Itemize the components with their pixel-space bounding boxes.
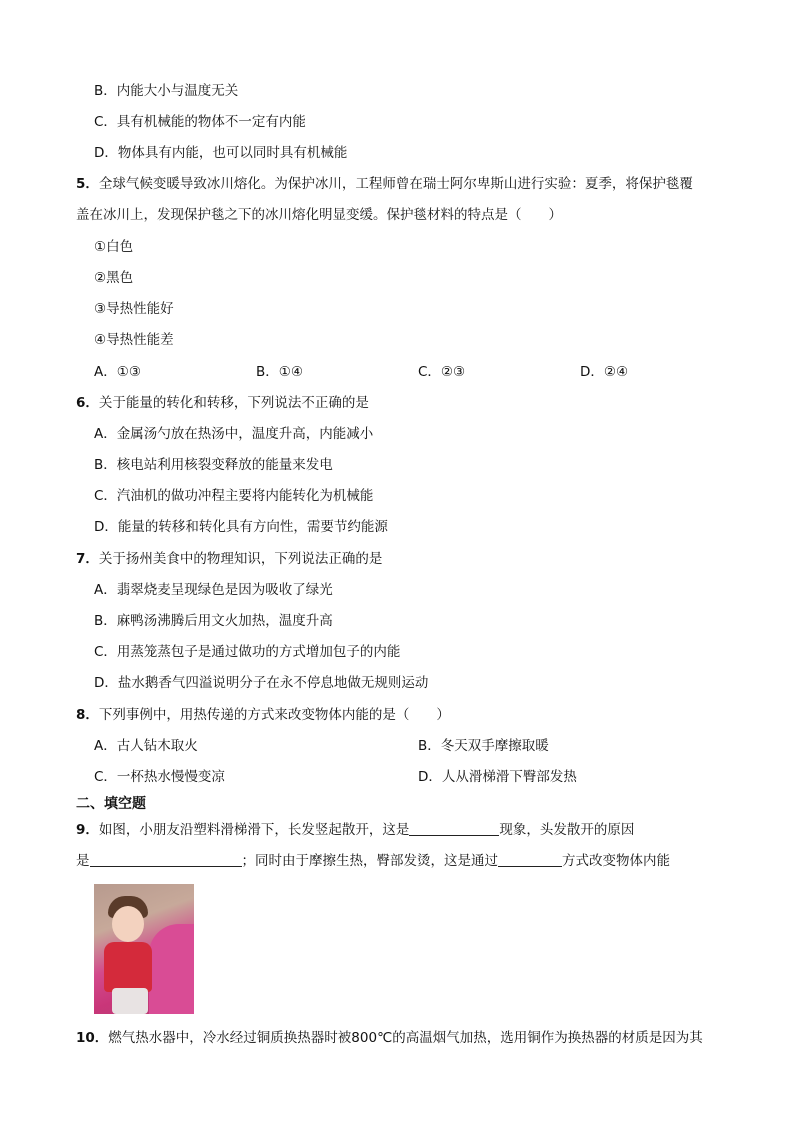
q10-stem-text: 燃气热水器中，冷水经过铜质换热器时被800℃的高温烟气加热，选用铜作为换热器的材质是因为其 (108, 1030, 703, 1046)
q9-number: 9． (76, 822, 99, 838)
q6-stem-text: 关于能量的转化和转移，下列说法不正确的是 (98, 395, 369, 411)
q6-option-c: C．汽油机的做功冲程主要将内能转化为机械能 (94, 488, 374, 504)
q7-option-a: A．翡翠烧麦呈现绿色是因为吸收了绿光 (94, 582, 333, 598)
q8-number: 8． (76, 707, 99, 723)
q9-text-part1: 如图，小朋友沿塑料滑梯滑下，长发竖起散开，这是 (98, 822, 410, 838)
q9-text-part2: 现象，头发散开的原因 (499, 822, 635, 838)
q5-option-b: B．①④ (256, 364, 303, 380)
q5-option-d: D．②④ (580, 364, 629, 380)
section-heading-fill-in: 二、填空题 (76, 796, 146, 812)
q9-blank-3[interactable] (498, 852, 562, 867)
q4-option-c: C．具有机械能的物体不一定有内能 (94, 114, 306, 130)
q9-text-part5: 方式改变物体内能 (562, 853, 670, 869)
q9-text-part4: ；同时由于摩擦生热，臀部发烫，这是通过 (241, 853, 498, 869)
q8-option-d: D．人从滑梯滑下臀部发热 (418, 769, 577, 785)
q5-stem-line2: 盖在冰川上，发现保护毯之下的冰川熔化明显变缓。保护毯材料的特点是（ ） (76, 207, 562, 223)
q9-blank-1[interactable] (409, 821, 499, 836)
slide-shape (149, 924, 194, 1014)
jacket-shape (104, 942, 152, 992)
q10-stem (76, 1029, 703, 1047)
head-shape (112, 906, 144, 942)
q5-number: 5． (76, 176, 99, 192)
q7-option-d: D．盐水鹅香气四溢说明分子在永不停息地做无规则运动 (94, 675, 429, 691)
q9-line1 (76, 821, 634, 839)
q8-option-b: B．冬天双手摩擦取暖 (418, 738, 549, 754)
q9-blank-2[interactable] (90, 852, 242, 867)
q6-number: 6． (76, 395, 99, 411)
q5-item-2: ②黑色 (94, 270, 134, 286)
q7-stem-text: 关于扬州美食中的物理知识，下列说法正确的是 (98, 551, 383, 567)
q8-stem (76, 706, 450, 724)
q7-option-c: C．用蒸笼蒸包子是通过做功的方式增加包子的内能 (94, 644, 401, 660)
q6-option-d: D．能量的转移和转化具有方向性，需要节约能源 (94, 519, 388, 535)
q5-item-1: ①白色 (94, 239, 134, 255)
q4-option-b: B．内能大小与温度无关 (94, 83, 239, 99)
q7-stem (76, 550, 382, 568)
q5-stem-line1 (76, 175, 693, 193)
q4-option-d: D．物体具有内能，也可以同时具有机械能 (94, 145, 348, 161)
q6-option-a: A．金属汤勺放在热汤中，温度升高，内能减小 (94, 426, 374, 442)
q7-option-b: B．麻鸭汤沸腾后用文火加热，温度升高 (94, 613, 333, 629)
q5-stem-text1: 全球气候变暖导致冰川熔化。为保护冰川，工程师曾在瑞士阿尔卑斯山进行实验：夏季，将保护毯覆 (98, 176, 693, 192)
q10-number: 10． (76, 1030, 109, 1046)
q9-text-part3: 是 (76, 853, 90, 869)
q7-number: 7． (76, 551, 99, 567)
q5-item-3: ③导热性能好 (94, 301, 174, 317)
q8-option-c: C．一杯热水慢慢变凉 (94, 769, 225, 785)
q5-option-a: A．①③ (94, 364, 141, 380)
q5-option-c: C．②③ (418, 364, 466, 380)
q5-item-4: ④导热性能差 (94, 332, 174, 348)
q6-option-b: B．核电站利用核裂变释放的能量来发电 (94, 457, 333, 473)
q8-option-a: A．古人钻木取火 (94, 738, 198, 754)
q6-stem (76, 394, 369, 412)
q8-stem-text: 下列事例中，用热传递的方式来改变物体内能的是（ ） (98, 707, 450, 723)
pants-shape (112, 988, 148, 1014)
q9-line2 (76, 852, 670, 870)
child-on-slide-photo (94, 884, 194, 1014)
